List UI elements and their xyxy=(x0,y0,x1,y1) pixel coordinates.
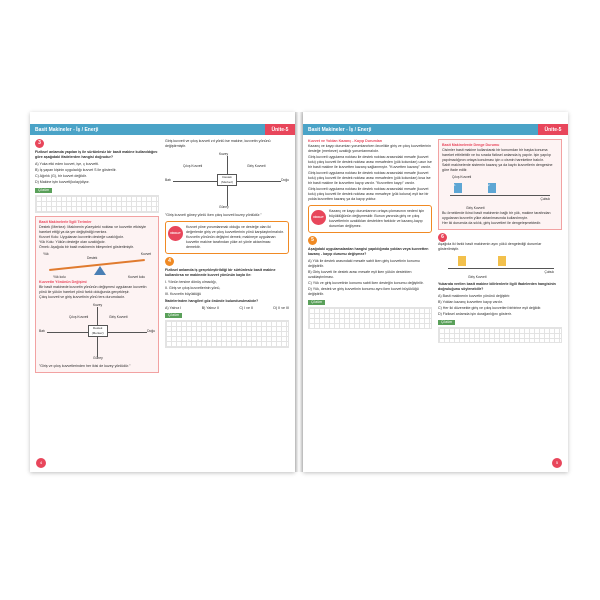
label-east: Doğu xyxy=(281,178,289,182)
box-text: Bir basit makinede kuvvetin yönünün değişmesi uygulanan kuvvetin yönü ile yükün hareket yönü farklı olduğunda gerçekleşir. xyxy=(39,285,147,294)
unit-badge: Ünite-5 xyxy=(538,124,568,135)
tip-text: Kuvvetin yönünün değişimi demek; makineye uygulanan kuvvetin makine tarafından yüke zıt yönle aktarılması demektir. xyxy=(186,235,276,249)
pulley-illustration xyxy=(438,252,562,280)
answer-grid xyxy=(308,307,432,329)
book-spine xyxy=(295,112,303,472)
bullet-text: Giriş kuvveti uygulama noktası ile destek noktası arasındaki mesafe (kuvvet kolu) çıkış kuvveti ile destek noktası arası mesafeden (yük kolundan) kısa ise bir basit makine ile kuvvetten kayıp vardır. "Kuvvetten kayıp" vardır. xyxy=(308,171,431,185)
rod-line xyxy=(448,268,554,269)
label-south: Güney xyxy=(93,356,103,360)
section-intro: Kazanç ve kayıp durumları yorumlanırken öncelikle giriş ve çıkış kuvvetlerinin desteğe (merkeze) uzaklığı yorumlanmalıdır. xyxy=(308,144,432,153)
label-rod: Çubuk xyxy=(540,197,550,201)
option-b: B) İş yapan kişinin uyguladığı kuvvet S ile gösterilir. xyxy=(35,168,117,172)
answer-label: Çözüm xyxy=(308,300,325,305)
question-text: Aşağıda iki farklı basit makinenin aynı yükü dengelediği durumlar gösterilmiştir. xyxy=(438,242,542,251)
label-north: Kuzey xyxy=(219,152,229,156)
option-b: B) Yoldan kazanç kuvvetten kayıp vardır. xyxy=(438,300,503,304)
rod-line xyxy=(450,195,550,196)
answer-label: Çözüm xyxy=(35,188,52,193)
pulley-illustration xyxy=(442,173,558,211)
option-d: D) II ve III xyxy=(273,306,289,310)
page-number: 5 xyxy=(552,458,562,468)
section-title: Kuvvet ve Yoldan Kazanç - Kayıp Durumları xyxy=(308,139,383,143)
label-west: Batı xyxy=(165,178,171,182)
attention-badge: DİKKAT xyxy=(168,226,183,241)
label-kuvvet-kolu: Kuvvet kolu xyxy=(127,275,145,279)
bullet-text: Giriş kuvveti ve çıkış kuvveti zıt yönlü ise makine, kuvvetin yönünü değiştirmiştir. xyxy=(165,139,271,148)
option-c: C) Ağırlık (G), bir kuvvet değildir. xyxy=(35,174,87,178)
label-input-force: Giriş Kuvveti xyxy=(468,275,487,279)
answer-grid xyxy=(438,327,562,343)
label-destek: Destek xyxy=(87,256,98,260)
option-a: A) Yuka etki eden kuvvet, işe, ç kuvvetti. xyxy=(35,162,100,166)
right-column-1 xyxy=(308,139,432,329)
label-output-force: Çıkış Kuvveti xyxy=(452,175,472,179)
box-text: Bu örneklerde ikinci basit makinenin bağlı bir yük, makine tarafından uygulanan kuvvetin yüke aktarılmasında kullanılmıştır. xyxy=(442,211,551,220)
question-text: Fiziksel anlamda iş gerçekleştirildiği bir sürtünlesiz basit makine kullanılırsa ne makinede kuvvet yönünün kaybı ile: xyxy=(165,268,276,277)
attention-badge: DİKKAT xyxy=(311,210,326,225)
option-a: A) Basit makinenin kuvvetin yönünü değiştirir. xyxy=(438,294,511,298)
page-header xyxy=(30,124,295,135)
label-rod: Çubuk xyxy=(544,270,554,274)
label-output-force: Çıkış Kuvveti xyxy=(183,164,203,168)
box-title: Basit Makinelerle İlgili Terimler xyxy=(39,220,92,224)
term-paragraph: Yük Kolu: Yükün desteğe olan uzaklığıdır. xyxy=(39,240,106,244)
tip-text: Kuvvet yöne yorumlanmalı olduğu ve desteğe olan iki değerlerde giriş ve çıkış kuvvetlerinin yönü karşılaştırılmalıdır. xyxy=(186,225,284,234)
label-yuk: Yük xyxy=(43,252,49,256)
label-yuk-kolu: Yük kolu xyxy=(53,275,66,279)
label-input-force: Giriş Kuvveti xyxy=(109,315,128,319)
answer-grid xyxy=(165,320,289,348)
left-page xyxy=(30,112,295,472)
box-title: Basit Makinelerde Denge Durumu xyxy=(442,143,500,147)
fulcrum-triangle xyxy=(94,266,106,275)
block-2: 2 xyxy=(488,183,496,193)
direction-diagram xyxy=(39,303,155,361)
direction-diagram xyxy=(165,152,289,210)
statement-item: III. Kuvvetin büyüklüğü xyxy=(165,292,202,296)
box-bullet: Çıkış kuvveti ve giriş kuvvetinin yönü ters durumdadır. xyxy=(39,295,125,299)
tip-text: Kazanç ve kayıp durumlarının ortaya çıkmasının nedeni işin büyüklüğünün değişmesidir. Bunun yanında giriş ve çıkış kuvvetlerinin uzaklıkları destekten farklıdır ve kazanç-kayıp durumları değişmez. xyxy=(329,209,425,228)
right-page xyxy=(303,112,568,472)
label-output-force: Çıkış Kuvveti xyxy=(69,315,89,319)
question-text: Aşağıdaki uygulamalardan hangisi yapıldığında yoldan veya kuvvetten kazanç - kayıp durumu değişmez? xyxy=(308,247,429,256)
header-title: Basit Makineler - İş / Enerji xyxy=(35,127,99,133)
page-header xyxy=(303,124,568,135)
term-paragraph: Destek (Merkez): Makinenin yüzeydeki noktası ve kuvvetin etkisiyle hareket ettiği ya da yer değiştirdiği merkez. xyxy=(39,225,147,234)
option-a: A) Yalnız I xyxy=(165,306,182,310)
bullet-text: Giriş kuvveti uygulama noktası ile destek noktası arasındaki mesafe (kuvvet kolu) çıkış kuvveti ile destek noktası arası mesafeden (yük kolundan) uzun ise bir basit makine ile kuvvetten kazanç sağlanmıştır. "Kuvvetten kazanç" vardır. xyxy=(308,155,432,169)
label-north: Kuzey xyxy=(93,303,103,307)
box-text: Cisimler basit makine kullanılarak bir konumdan bir başka konuma hareket ettirilebilir ve bu sırada fiziksel anlamda iş yapılır. İşin yapılıp yapılmadığının ortaya konulması için o cismin hareketine bakılır. xyxy=(442,148,551,162)
option-a: A) Yük ile destek arasındaki mesafe sabit iken giriş kuvvetinin konumu değiştirilir. xyxy=(308,259,420,268)
option-c: C) Yük ve giriş kuvvetinin konumu sabit iken desteğin konumu değiştirilir. xyxy=(308,281,424,285)
equilibrium-box xyxy=(438,139,562,230)
option-d: D) Yük, destek ve giriş kuvvetinin konumu aynı iken kuvvet büyüklüğü değiştirilir. xyxy=(308,287,419,296)
term-paragraph: Kuvvet Kolu: Uygulanan kuvvetin desteğe uzaklığıdır. xyxy=(39,235,124,239)
question-number: 6 xyxy=(438,233,447,242)
box-text: Her iki durumda da sıklık, giriş kuvvetleri ile dengeleşmektedir. xyxy=(442,221,542,225)
terms-box xyxy=(35,216,159,373)
question-number: 5 xyxy=(308,236,317,245)
support-box: Destek (Merkez) xyxy=(217,174,237,186)
page-number: 4 xyxy=(36,458,46,468)
block-2 xyxy=(498,256,506,266)
label-east: Doğu xyxy=(147,329,155,333)
options-row xyxy=(165,306,289,311)
statement-item: II. Giriş ve çıkış kuvvetlerinin yönü, xyxy=(165,286,221,290)
question-number: 3 xyxy=(35,139,44,148)
option-d: D) Fiziksel anlamda işin durağanlığını gösterir. xyxy=(438,312,512,316)
statement-item: I. Yönün tersine dönüş olmadığı, xyxy=(165,280,217,284)
right-column-2 xyxy=(438,139,562,343)
tip-box xyxy=(165,221,289,254)
answer-grid xyxy=(35,195,159,213)
option-d: D) Makine iştn kuvvetl(kolay)diyor. xyxy=(35,180,90,184)
option-c: C) Her iki düzenekte giriş ve çıkış kuvvetleri birbirine eşit değildir. xyxy=(438,306,542,310)
unit-badge: Ünite-5 xyxy=(265,124,295,135)
question-text: Fizikse! anlamda yapılan iş ile sürtünlesiz bir basit makine kullanıldığını göre aşağıdaki ifadelerden hangisi doğrudur? xyxy=(35,150,158,159)
box-title: Kuvvetin Yönünün Değişimi xyxy=(39,280,87,284)
label-input-force: Giriş Kuvveti xyxy=(247,164,266,168)
tip-box xyxy=(308,205,432,233)
diagram-caption: "Giriş kuvveti güney yönlü iken çıkış kuvveti kuzey yönlüdür." xyxy=(165,213,262,217)
seesaw-illustration xyxy=(39,250,155,280)
question-prompt: Yukarıda verilen basit makine bilirlenlerle ilgili ifadelerden hangisinin doğruluğunu söylenebilir? xyxy=(438,282,556,291)
label-south: Güney xyxy=(219,205,229,209)
box-text: Sabit makinelerde sistemin kazanç ya da kaybı kuvvetlerin dengesine göre ifade edilir. xyxy=(442,163,553,172)
left-column-2 xyxy=(165,139,289,348)
block-1 xyxy=(458,256,466,266)
header-title: Basit Makineler - İş / Enerji xyxy=(308,127,372,133)
diagram-caption: "Giriş ve çıkış kuvvetlerinden her ikisi de kuzey yönlüdür." xyxy=(39,364,131,368)
option-b: B) Yalnız II xyxy=(201,306,219,310)
block-1: 1 xyxy=(454,183,462,193)
left-column-1 xyxy=(35,139,159,373)
option-c: C) I ve II xyxy=(239,306,253,310)
label-kuvvet: Kuvvet xyxy=(140,252,151,256)
question-prompt: İfadelerinden hangileri göz önünde bulundurulmalıdır? xyxy=(165,299,259,303)
answer-label: Çözüm xyxy=(438,320,455,325)
option-b: B) Giriş kuvveti ile destek arası mesafe eşit iken yükün destekten uzaklaştırılması. xyxy=(308,270,412,279)
answer-label: Çözüm xyxy=(165,313,182,318)
label-input-force: Giriş Kuvveti xyxy=(466,206,485,210)
bullet-text: Giriş kuvveti uygulama noktası ile destek noktası arasındaki mesafe (kuvvet kolu) çıkış kuvveti ile destek noktası arası mesafeye (yük koluna) eşit ise bir yolda kuvvetten kazanç ya da kayıp yoktur. xyxy=(308,187,429,201)
term-paragraph: Örnek: Aşağıda bir basit makinenin bileşenleri gösterilmiştir. xyxy=(39,245,134,249)
question-number: 4 xyxy=(165,257,174,266)
label-west: Batı xyxy=(39,329,45,333)
support-box: Destek (Merkez) xyxy=(88,325,108,337)
